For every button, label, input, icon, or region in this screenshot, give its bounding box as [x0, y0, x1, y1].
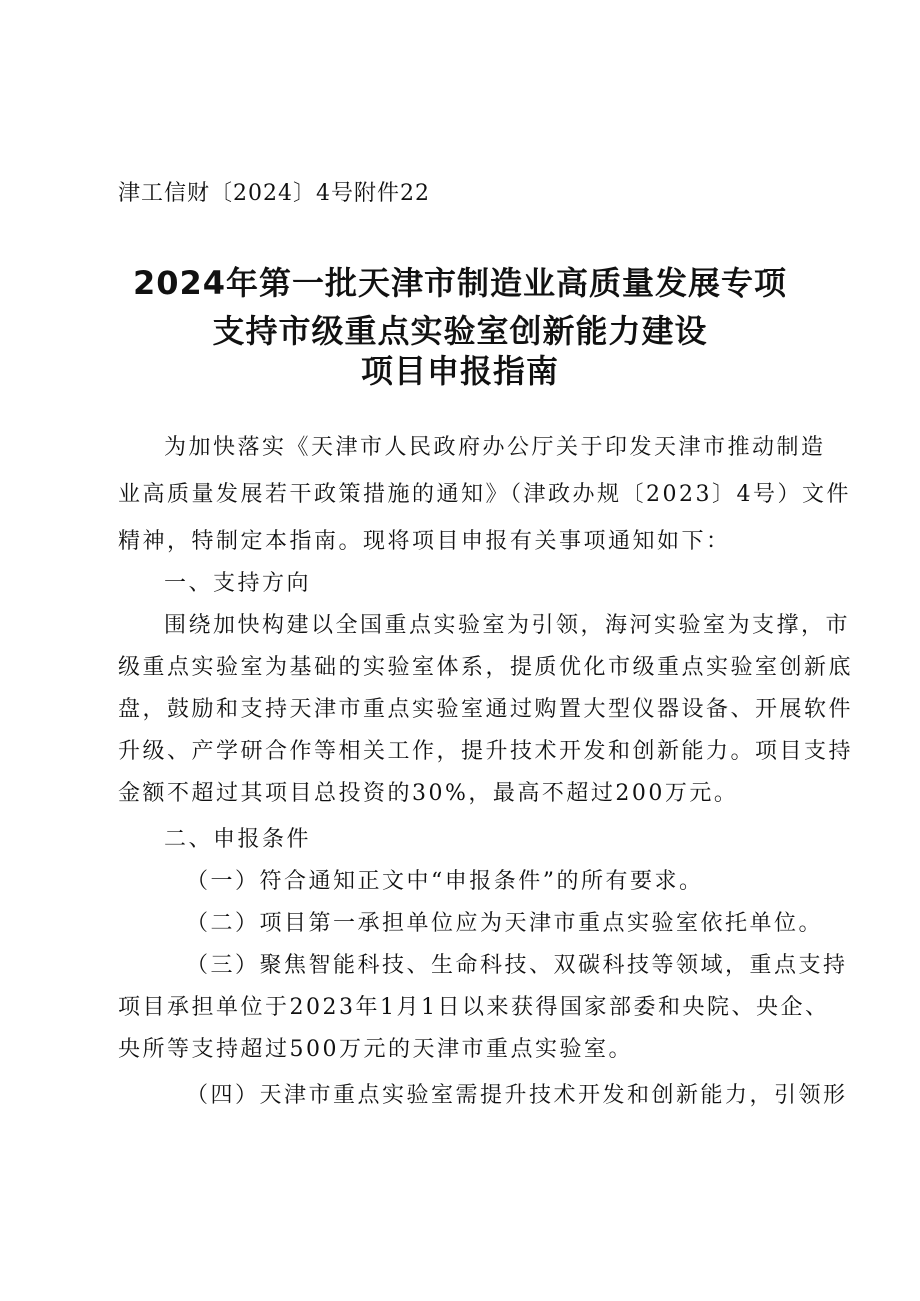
- title-line-2: 支持市级重点实验室创新能力建设: [212, 312, 708, 350]
- condition-item-1: （一）符合通知正文中“申报条件”的所有要求。: [186, 869, 704, 894]
- paragraph-direction-line-2: 级重点实验室为基础的实验室体系，提质优化市级重点实验室创新底: [118, 655, 854, 680]
- title-line-3: 项目申报指南: [360, 352, 559, 390]
- paragraph-direction-line-1: 围绕加快构建以全国重点实验室为引领，海河实验室为支撑，市: [164, 613, 851, 638]
- condition-item-3-line-3: 央所等支持超过500万元的天津市重点实验室。: [118, 1037, 633, 1062]
- paragraph-intro-line-1: 为加快落实《天津市人民政府办公厅关于印发天津市推动制造: [164, 435, 826, 460]
- title-line-1: 2024年第一批天津市制造业高质量发展专项: [132, 264, 788, 302]
- paragraph-direction-line-4: 升级、产学研合作等相关工作，提升技术开发和创新能力。项目支持: [118, 739, 854, 764]
- section-heading-1: 一、支持方向: [164, 571, 312, 596]
- paragraph-direction-line-3: 盘，鼓励和支持天津市重点实验室通过购置大型仪器设备、开展软件: [118, 697, 854, 722]
- paragraph-intro-line-2: 业高质量发展若干政策措施的通知》（津政办规〔2023〕4号）文件: [118, 482, 851, 507]
- document-number: 津工信财〔2024〕4号附件22: [118, 181, 430, 206]
- condition-item-2: （二）项目第一承担单位应为天津市重点实验室依托单位。: [186, 911, 824, 936]
- condition-item-3-line-2: 项目承担单位于2023年1月1日以来获得国家部委和央院、央企、: [118, 995, 830, 1020]
- paragraph-direction-line-5: 金额不超过其项目总投资的30%，最高不超过200万元。: [118, 781, 739, 806]
- condition-item-3-line-1: （三）聚焦智能科技、生命科技、双碳科技等领域，重点支持: [186, 953, 848, 978]
- section-heading-2: 二、申报条件: [164, 827, 312, 852]
- paragraph-intro-line-3: 精神，特制定本指南。现将项目申报有关事项通知如下：: [118, 529, 731, 554]
- condition-item-4-line-1: （四）天津市重点实验室需提升技术开发和创新能力，引领形: [186, 1083, 848, 1108]
